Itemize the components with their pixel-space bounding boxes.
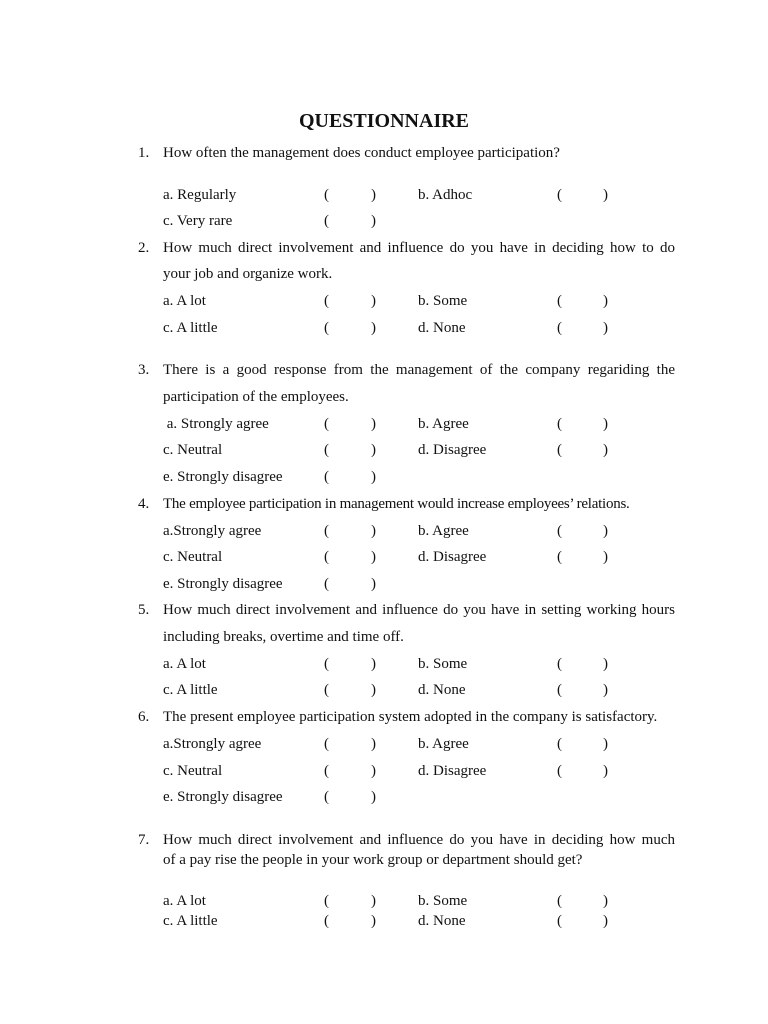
answer-box-close[interactable]: ) [603,187,608,203]
answer-box-close[interactable]: ) [371,293,376,309]
option-label: b. Agree [418,416,469,432]
question-text: The employee participation in management would increase employees’ relations. [163,496,630,512]
answer-box-close[interactable]: ) [603,293,608,309]
question-text-continued: including breaks, overtime and time off. [163,629,404,645]
option-label: a.Strongly agree [163,523,262,539]
answer-box-open[interactable]: ( [324,893,329,909]
option-label: e. Strongly disagree [163,469,283,485]
answer-box-open[interactable]: ( [557,893,562,909]
answer-box-open[interactable]: ( [324,682,329,698]
answer-box-close[interactable]: ) [371,576,376,592]
answer-box-close[interactable]: ) [603,893,608,909]
answer-box-close[interactable]: ) [603,656,608,672]
answer-box-open[interactable]: ( [324,656,329,672]
option-label: d. Disagree [418,763,487,779]
answer-box-close[interactable]: ) [603,736,608,752]
option-label: c. Neutral [163,442,223,458]
option-label: c. Neutral [163,549,223,565]
answer-box-open[interactable]: ( [557,682,562,698]
answer-box-close[interactable]: ) [371,416,376,432]
question-number: 4. [138,496,150,512]
answer-box-open[interactable]: ( [324,763,329,779]
option-label: b. Some [418,656,468,672]
answer-box-close[interactable]: ) [603,320,608,336]
option-label: b. Agree [418,523,469,539]
option-label: a.Strongly agree [163,736,262,752]
option-label: d. None [418,913,466,929]
answer-box-close[interactable]: ) [371,736,376,752]
answer-box-open[interactable]: ( [557,763,562,779]
answer-box-close[interactable]: ) [371,187,376,203]
answer-box-open[interactable]: ( [557,320,562,336]
option-label: c. A little [163,682,218,698]
question-text-continued: your job and organize work. [163,266,333,282]
answer-box-open[interactable]: ( [324,576,329,592]
option-label: a. Strongly agree [163,416,269,432]
answer-box-close[interactable]: ) [371,213,376,229]
answer-box-open[interactable]: ( [324,469,329,485]
question-text-continued: participation of the employees. [163,389,349,405]
answer-box-close[interactable]: ) [371,893,376,909]
question-text: There is a good response from the management of the company regariding the [163,362,675,378]
answer-box-close[interactable]: ) [371,320,376,336]
option-label: a. A lot [163,293,206,309]
option-label: b. Some [418,293,468,309]
question-number: 5. [138,602,150,618]
answer-box-open[interactable]: ( [557,416,562,432]
answer-box-close[interactable]: ) [371,763,376,779]
answer-box-close[interactable]: ) [603,442,608,458]
answer-box-open[interactable]: ( [557,293,562,309]
answer-box-close[interactable]: ) [371,682,376,698]
answer-box-open[interactable]: ( [324,320,329,336]
answer-box-open[interactable]: ( [324,442,329,458]
answer-box-close[interactable]: ) [371,523,376,539]
answer-box-close[interactable]: ) [371,913,376,929]
page-title: QUESTIONNAIRE [298,110,470,132]
answer-box-open[interactable]: ( [324,736,329,752]
option-label: c. Very rare [163,213,233,229]
answer-box-open[interactable]: ( [557,549,562,565]
answer-box-close[interactable]: ) [371,789,376,805]
question-number: 7. [138,832,150,848]
answer-box-close[interactable]: ) [371,656,376,672]
option-label: b. Some [418,893,468,909]
option-label: e. Strongly disagree [163,576,283,592]
answer-box-open[interactable]: ( [557,656,562,672]
option-label: e. Strongly disagree [163,789,283,805]
option-label: d. Disagree [418,442,487,458]
option-label: d. None [418,320,466,336]
question-number: 6. [138,709,150,725]
answer-box-close[interactable]: ) [603,682,608,698]
answer-box-open[interactable]: ( [324,416,329,432]
answer-box-open[interactable]: ( [324,213,329,229]
question-text-continued: of a pay rise the people in your work group or department should get? [163,852,583,868]
question-text: The present employee participation system adopted in the company is satisfactory. [163,709,658,725]
option-label: d. None [418,682,466,698]
answer-box-open[interactable]: ( [324,913,329,929]
option-label: c. A little [163,913,218,929]
answer-box-close[interactable]: ) [603,549,608,565]
answer-box-open[interactable]: ( [557,736,562,752]
question-text: How much direct involvement and influence do you have in setting working hours [163,602,675,618]
option-label: a. Regularly [163,187,237,203]
answer-box-open[interactable]: ( [324,187,329,203]
question-number: 2. [138,240,150,256]
question-number: 1. [138,145,150,161]
answer-box-close[interactable]: ) [603,523,608,539]
option-label: a. A lot [163,656,206,672]
option-label: c. Neutral [163,763,223,779]
question-number: 3. [138,362,150,378]
answer-box-open[interactable]: ( [557,442,562,458]
option-label: b. Adhoc [418,187,473,203]
answer-box-open[interactable]: ( [324,549,329,565]
answer-box-close[interactable]: ) [371,442,376,458]
answer-box-open[interactable]: ( [324,789,329,805]
option-label: b. Agree [418,736,469,752]
answer-box-close[interactable]: ) [603,913,608,929]
answer-box-open[interactable]: ( [557,523,562,539]
answer-box-open[interactable]: ( [557,187,562,203]
answer-box-close[interactable]: ) [603,416,608,432]
question-text: How often the management does conduct employee participation? [163,145,560,161]
option-label: a. A lot [163,893,206,909]
answer-box-open[interactable]: ( [557,913,562,929]
answer-box-close[interactable]: ) [371,469,376,485]
answer-box-open[interactable]: ( [324,293,329,309]
answer-box-open[interactable]: ( [324,523,329,539]
answer-box-close[interactable]: ) [603,763,608,779]
question-text: How much direct involvement and influence do you have in deciding how to do [163,240,675,256]
option-label: c. A little [163,320,218,336]
question-text: How much direct involvement and influence do you have in deciding how much [163,832,675,848]
answer-box-close[interactable]: ) [371,549,376,565]
option-label: d. Disagree [418,549,487,565]
